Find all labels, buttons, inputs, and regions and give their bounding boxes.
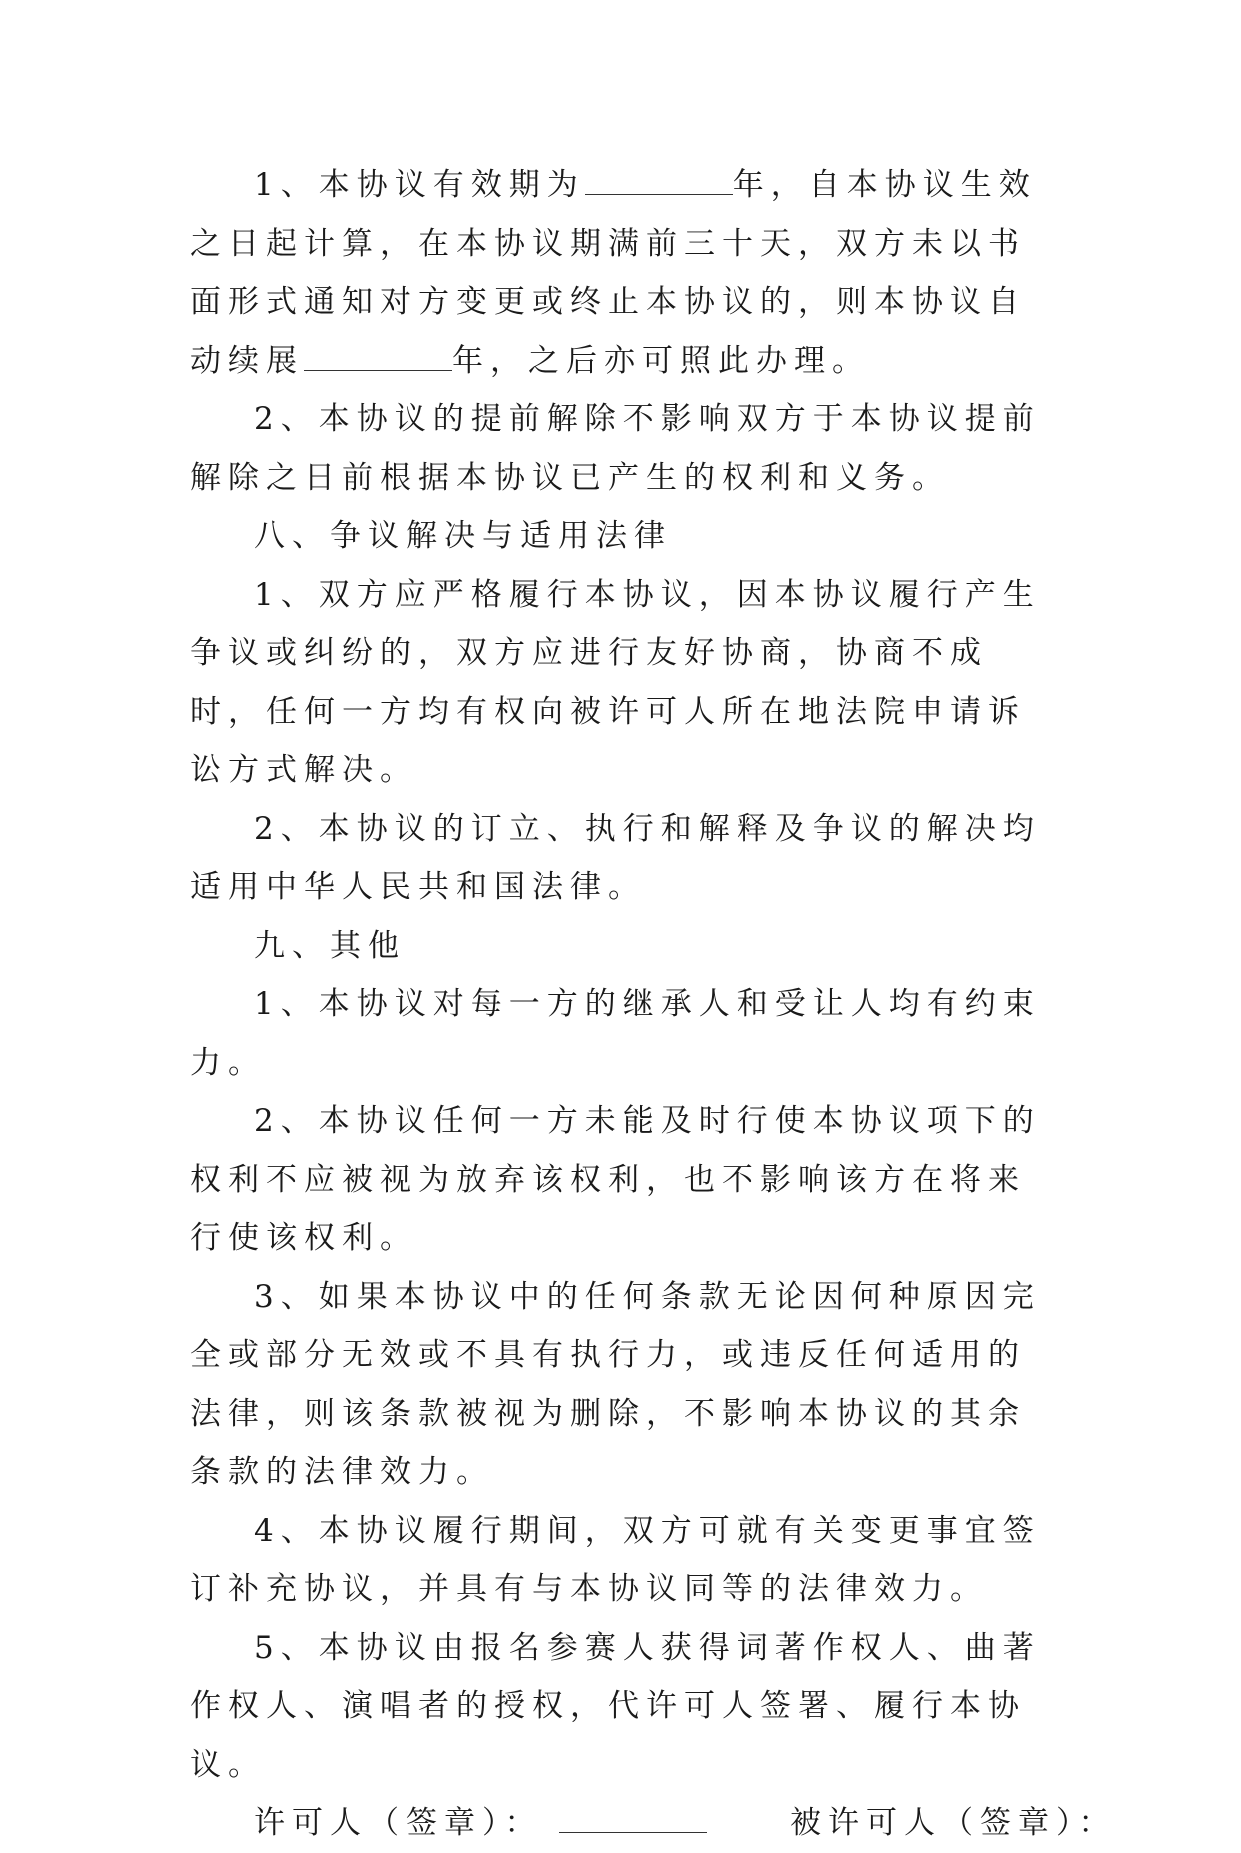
licensee-signature: [790, 1794, 1117, 1853]
section-heading-other: 九、其他: [254, 927, 406, 964]
clause-text: 年，自本协议生效之日起计算，在本协议期满前三十天，双方未以书面形式通知对方变更或终止本协议的，则本协议自动续展: [190, 167, 1037, 379]
signature-row: [190, 1794, 1117, 1853]
blank-line-renewal-years: [304, 342, 452, 371]
clause-early-termination: 2、本协议的提前解除不影响双方于本协议提前解除之日前根据本协议已产生的权利和义务。: [190, 401, 1041, 496]
clause-severability: 3、如果本协议中的任何条款无论因何种原因完全或部分无效或不具有执行力，或违反任何适用的法律，则该条款被视为删除，不影响本协议的其余条款的法律效力。: [190, 1278, 1041, 1490]
document-body: [190, 156, 1117, 1853]
clause-waiver: 2、本协议任何一方未能及时行使本协议项下的权利不应被视为放弃该权利，也不影响该方在将来行使该权利。: [190, 1103, 1041, 1256]
licensor-label: 许可人（签章）：: [254, 1805, 543, 1841]
clause-successors: 1、本协议对每一方的继承人和受让人均有约束力。: [190, 986, 1041, 1081]
section-heading-dispute: 八、争议解决与适用法律: [254, 518, 672, 554]
blank-line-years: [585, 166, 733, 195]
clause-text: 年，之后亦可照此办理。: [452, 342, 870, 379]
licensor-signature-line: [559, 1804, 707, 1833]
clause-dispute-resolution: 1、双方应严格履行本协议，因本协议履行产生争议或纠纷的，双方应进行友好协商，协商不成时，任何一方均有权向被许可人所在地法院申请诉讼方式解决。: [190, 576, 1041, 788]
clause-text: 1、本协议有效期为: [254, 167, 585, 203]
clause-authorization: 5、本协议由报名参赛人获得词著作权人、曲著作权人、演唱者的授权，代许可人签署、履行本协议。: [190, 1629, 1041, 1783]
licensee-label: 被许可人（签章）：: [790, 1805, 1117, 1841]
licensor-signature: [254, 1794, 707, 1853]
clause-governing-law: 2、本协议的订立、执行和解释及争议的解决均适用中华人民共和国法律。: [190, 810, 1041, 905]
clause-validity-term: [190, 156, 1050, 390]
clause-amendments: 4、本协议履行期间，双方可就有关变更事宜签订补充协议，并具有与本协议同等的法律效力。: [190, 1512, 1041, 1607]
